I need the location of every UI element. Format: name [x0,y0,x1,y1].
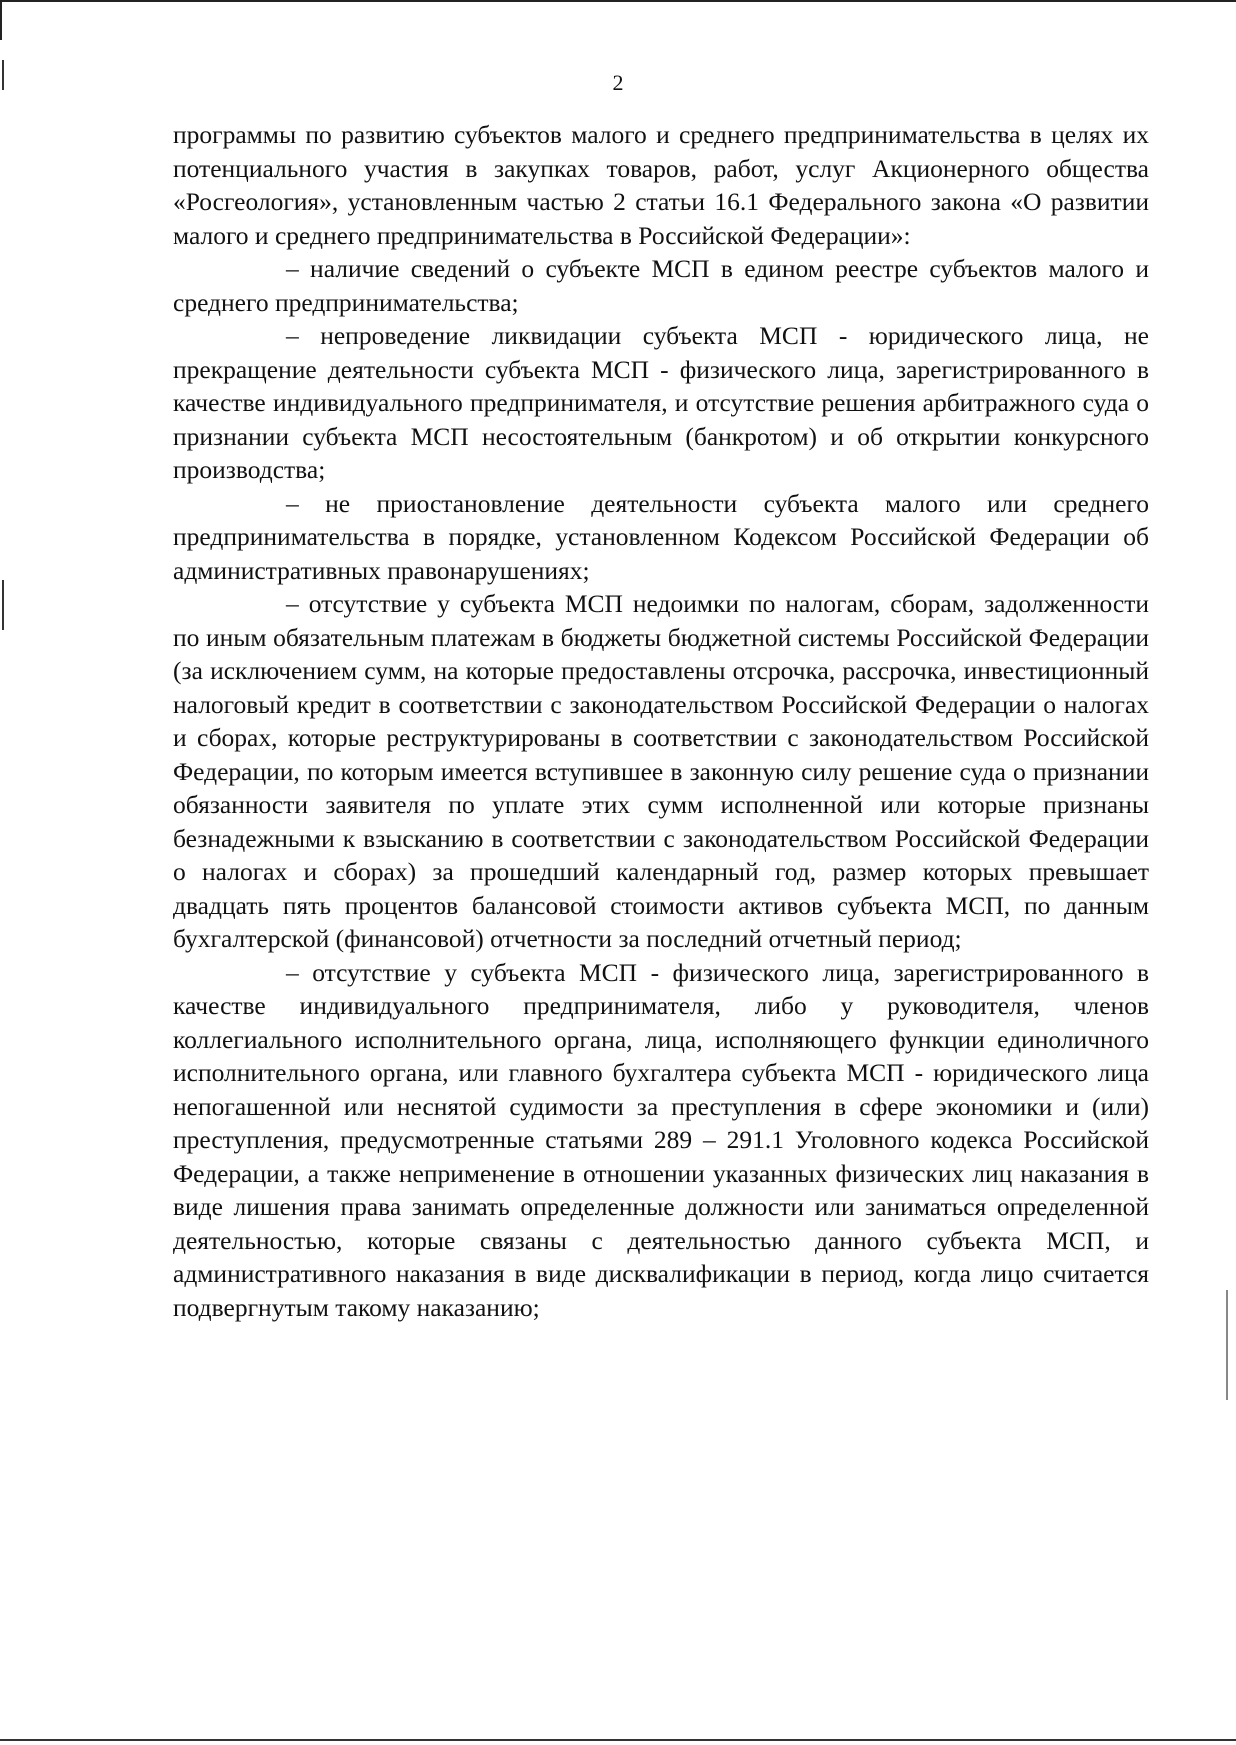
list-item-no-suspension: – не приостановление деятельности субъекта малого или среднего предпринимательства в порядке, установленном Кодексом Российской Федерации об административных правонарушениях; [173,488,1149,585]
list-item-no-criminal-record: – отсутствие у субъекта МСП - физического лица, зарегистрированного в качестве индивидуального предпринимателя, либо у руководителя, членов коллегиального исполнительного органа, лица, исполняющего функции единоличного исполнительного органа, или главного бухгалтера субъекта МСП - юридического лица непогашенной или неснятой судимости за преступления в сфере экономики и (или) преступления, предусмотренные статьями 289 – 291.1 Уголовного кодекса Российской Федерации, а также неприменение в отношении указанных физических лиц наказания в виде лишения права занимать определенные должности или заниматься определенной деятельностью, которые связаны с деятельностью данного субъекта МСП, и административного наказания в виде дисквалификации в период, когда лицо считается подвергнутым такому наказанию; [173,957,1149,1322]
scan-mark [1226,1290,1228,1400]
list-item-no-tax-arrears: – отсутствие у субъекта МСП недоимки по налогам, сборам, задолженности по иным обязательным платежам в бюджеты бюджетной системы Российской Федерации (за исключением сумм, на которые предоставлены отсрочка, рассрочка, инвестиционный налоговый кредит в соответствии с законодательством Российской Федерации о налогах и сборах, которые реструктурированы в соответствии с законодательством Российской Федерации, по которым имеется вступившее в законную силу решение суда о признании обязанности заявителя по уплате этих сумм исполненной или которые признаны безнадежными к взысканию в соответствии с законодательством Российской Федерации о налогах и сборах) за прошедший календарный год, размер которых превышает двадцать пять процентов балансовой стоимости активов субъекта МСП, по данным бухгалтерской (финансовой) отчетности за последний отчетный период; [173,589,1149,953]
scan-border-bottom [0,1739,1236,1741]
list-item-no-liquidation: – непроведение ликвидации субъекта МСП - юридического лица, не прекращение деятельности субъекта МСП - физического лица, зарегистрированного в качестве индивидуального предпринимателя, и отсутствие решения арбитражного суда о признании субъекта МСП несостоятельным (банкротом) и об открытии конкурсного производства; [173,321,1149,484]
scan-border-top [0,0,1236,2]
document-body [173,118,1149,1324]
scan-border-left [0,0,2,40]
paragraph-intro-continuation: программы по развитию субъектов малого и среднего предпринимательства в целях их потенциального участия в закупках товаров, работ, услуг Акционерного общества «Росгеология», установленным частью 2 статьи 16.1 Федерального закона «О развитии малого и среднего предпринимательства в Российской Федерации»: [173,120,1149,250]
list-item-registry: – наличие сведений о субъекте МСП в едином реестре субъектов малого и среднего предпринимательства; [173,254,1149,317]
page-number: 2 [612,70,624,95]
scan-mark [2,580,4,630]
